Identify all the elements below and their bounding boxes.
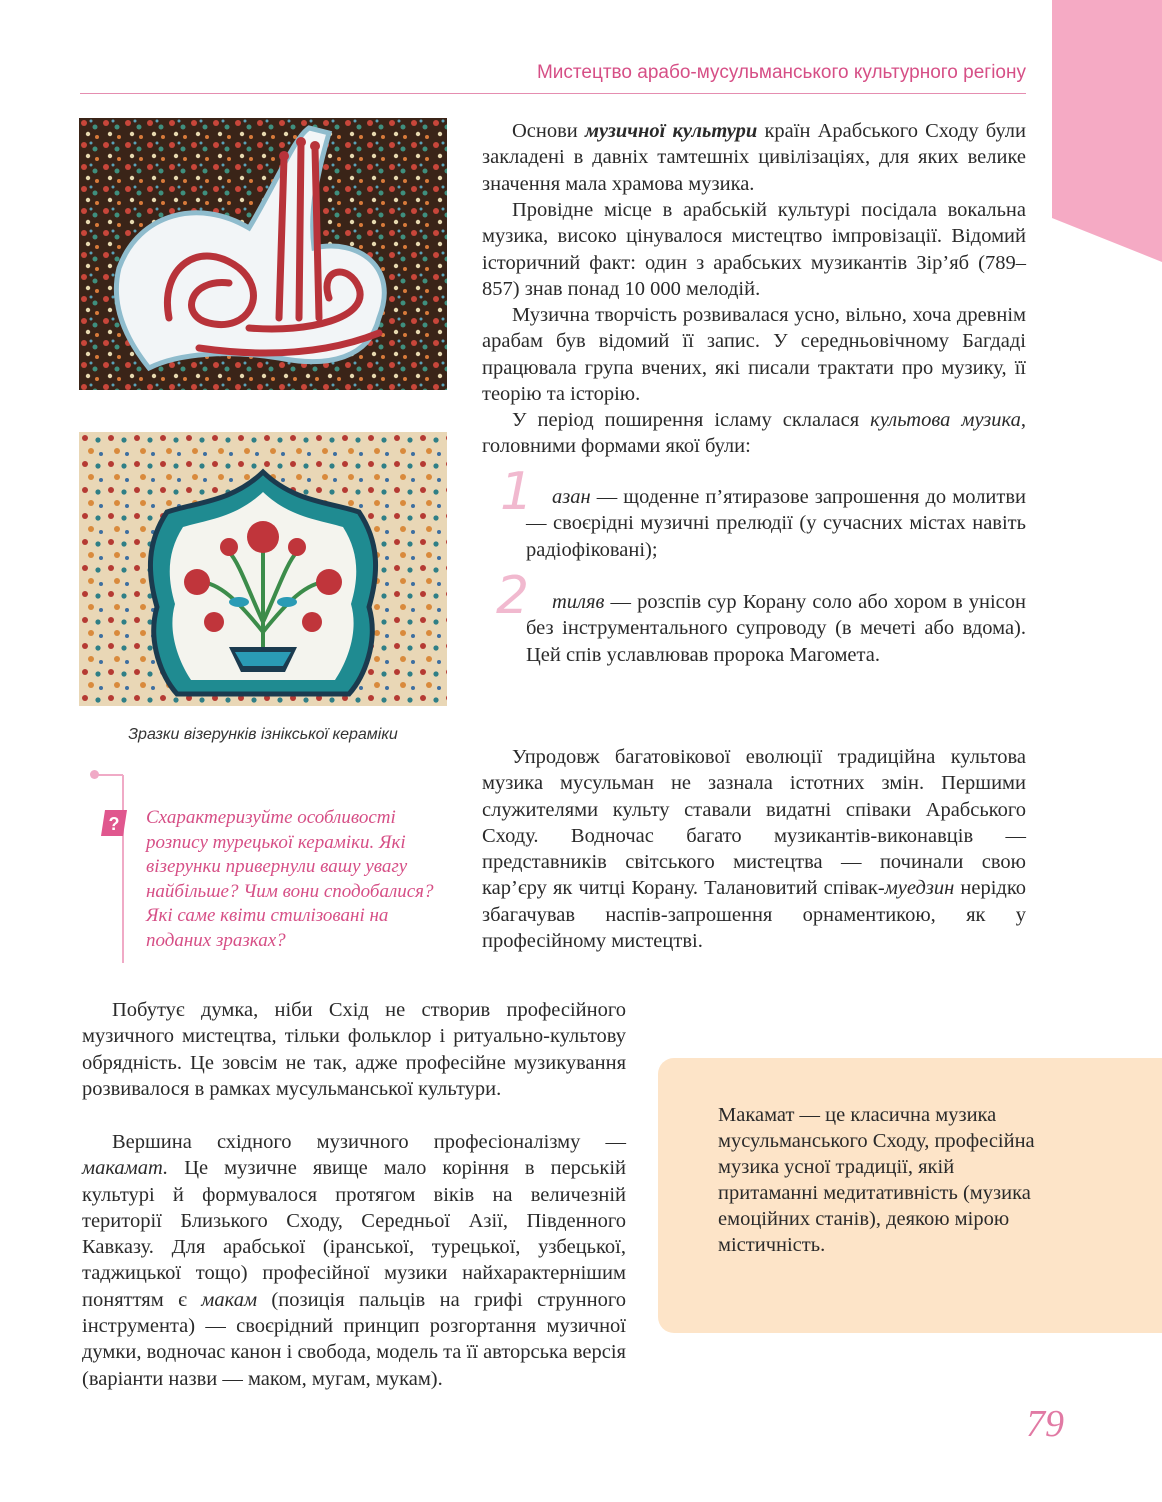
running-header: Мистецтво арабо-мусульманського культурного регіону (536, 62, 1026, 83)
paragraph-intro-2: Провідне місце в арабській культурі посідала вокальна музика, високо цінувалося мистецтво імпровізації. Відомий історичний факт: один з арабських музикантів Зір’яб (789–857) знав понад 10 000 мелодій. (482, 199, 1026, 300)
paragraph-intro-1: Основи музичної культури країн Арабського Сходу були закладені в давніх тамтешніх цивілізаціях, для яких велике значення мала храмова музика. (482, 120, 1026, 195)
page-number: 79 (1026, 1403, 1064, 1445)
question-icon (101, 810, 127, 836)
svg-text:?: ? (108, 814, 120, 834)
list-item-azan: азан — щоденне п’ятиразове запрошення до молитви — своєрідні музичні прелюдії (у сучасних містах навіть радіофіковані); (526, 486, 1026, 561)
question-side-line (122, 775, 124, 963)
question-connector-line (96, 774, 123, 776)
paragraph-professional-music: Побутує думка, ніби Схід не створив професійного музичного мистецтва, тільки фольклор і ритуально-культову обрядність. Це зовсім не так, адже професійне музикування розвивалося в рамках мусульманської культури. (82, 999, 626, 1100)
figure-caption: Зразки візерунків ізнікської кераміки (128, 726, 398, 743)
list-number-2: 2 (496, 566, 530, 626)
list-number-1: 1 (500, 462, 534, 522)
paragraph-intro-3: Музична творчість розвивалася усно, вільно, хоча древнім арабам був відомий її запис. У середньовічному Багдаді працювала група вчених, які писали трактати про музику, її теорію та історію. (482, 304, 1026, 405)
ceramic-tughra-image (79, 118, 447, 390)
paragraph-evolution: Упродовж багатовікової еволюції традиційна культова музика мусульман не зазнала істотних змін. Першими служителями культу ставали видатні співаки Арабського Сходу. Водночас багато музикантів-виконавців — представників світського мистецтва — починали свою кар’єру як читці Корану. Талановитий співак-муедзин нерідко збагачував наспів-запрошення орнаментикою, як у професійному мистецтві. (482, 746, 1026, 953)
ceramic-vase-image (79, 432, 447, 706)
paragraph-makamat: Вершина східного музичного професіоналізму — макамат. Це музичне явище мало коріння в перській культурі й формувалося протягом віків на величезній території Близького Сходу, Середньої Азії, Південного Кавказу. Для арабської (іранської, турецької, узбецької, таджицької тощо) професійної музики найхарактернішим поняттям є макам (позиція пальців на грифі струнного інструмента) — своєрідний принцип розгортання музичної думки, водночас канон і свобода, модель та її авторська версія (варіанти назви — маком, мугам, мукам). (82, 1131, 626, 1390)
question-text: Схарактеризуйте особливості розпису турецької кераміки. Які візерунки привернули вашу увагу найбільше? Чим вони сподобалися? Які саме квіти стилізовані на поданих зразках? (146, 807, 434, 951)
paragraph-intro-4: У період поширення ісламу склалася культова музика, головними формами якої були: (482, 409, 1026, 458)
definition-note-text: Макамат — це класична музика мусульманського Сходу, професійна музика усної традиції, якій притаманні медитативність (музика емоційних станів), деякою мірою містичність. (718, 1104, 1035, 1256)
chapter-tab (1052, 0, 1162, 262)
list-item-tylyav: тиляв — розспів сур Корану соло або хором в унісон без інструментального супроводу (в мечеті або вдома). Цей спів уславлював пророка Магомета. (526, 591, 1026, 666)
header-rule (80, 93, 1026, 94)
